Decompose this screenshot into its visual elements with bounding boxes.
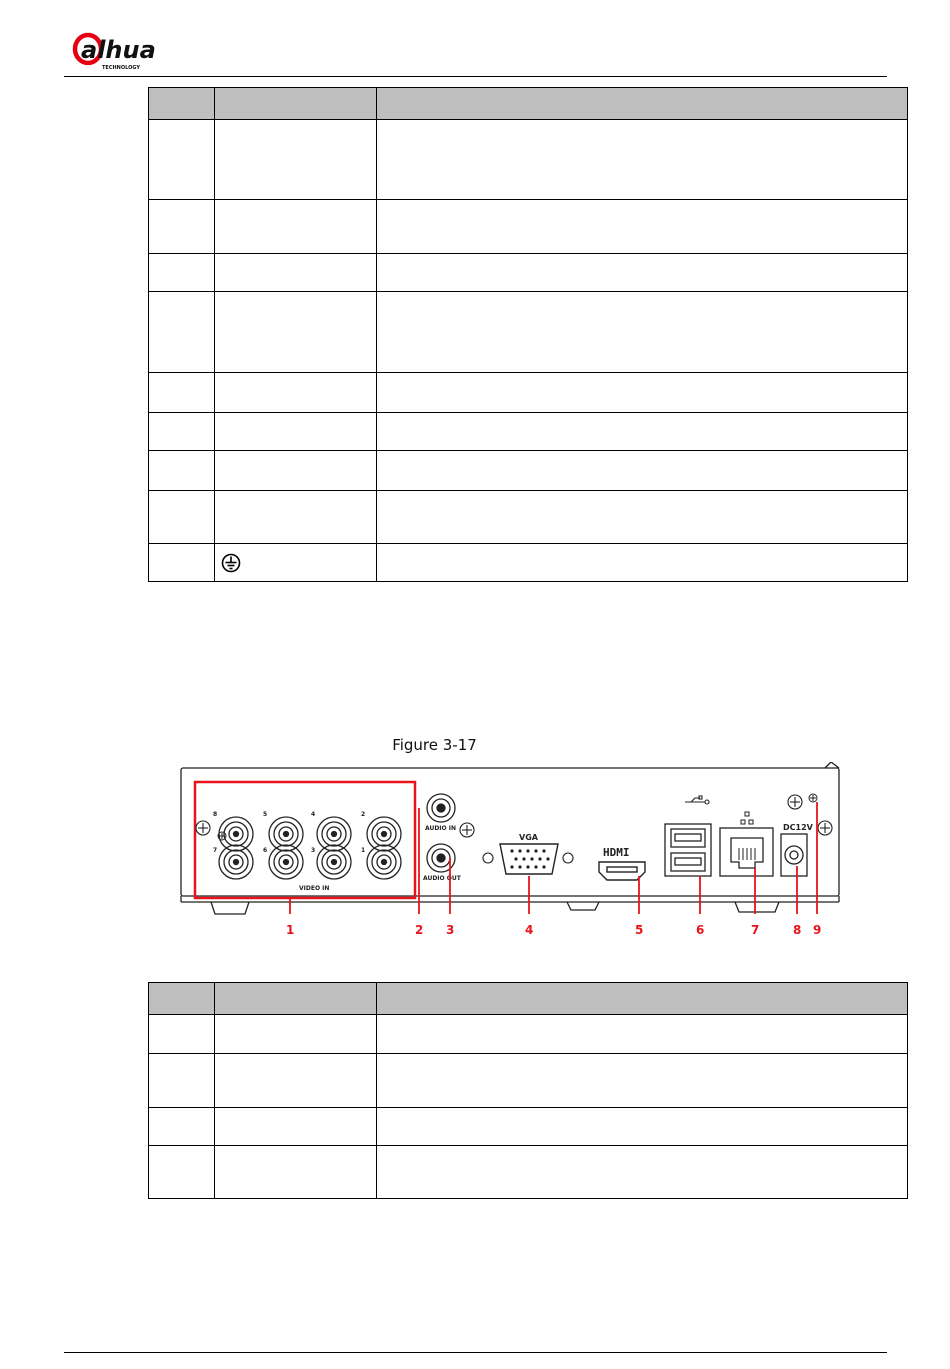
- video-in-label: VIDEO IN: [299, 885, 330, 892]
- bnc-label: 7: [213, 847, 218, 854]
- table-row: [149, 292, 908, 373]
- table-row: [149, 1015, 908, 1054]
- cell-function: [377, 544, 908, 582]
- bnc-connector: [367, 817, 401, 851]
- cell-no: [149, 373, 215, 413]
- cell-function: [377, 200, 908, 254]
- cell-function: [377, 413, 908, 451]
- bnc-label: 6: [263, 847, 268, 854]
- video-in-highlight: [195, 782, 415, 898]
- usb-icon: [685, 796, 709, 804]
- bnc-label: 1: [361, 847, 366, 854]
- cell-no: [149, 1015, 215, 1054]
- table-row: [149, 544, 908, 582]
- table-row: [149, 373, 908, 413]
- network-icon: [741, 812, 753, 824]
- header-cell-name: [215, 88, 377, 120]
- cell-name: [215, 1108, 377, 1146]
- screw-icon: [460, 823, 474, 837]
- table-row: [149, 1108, 908, 1146]
- screw-icon: [818, 821, 832, 835]
- cell-no: [149, 491, 215, 544]
- callout-number: 4: [525, 923, 534, 937]
- dahua-logo: [72, 30, 184, 72]
- table-row: [149, 120, 908, 200]
- bnc-connector: [269, 845, 303, 879]
- table-header-row: [149, 983, 908, 1015]
- bnc-label: 8: [213, 811, 218, 818]
- header-cell-name: [215, 983, 377, 1015]
- cell-name: [215, 1015, 377, 1054]
- bnc-label: 4: [311, 811, 316, 818]
- bnc-connector: [219, 845, 253, 879]
- header-cell-function: [377, 88, 908, 120]
- bnc-connector: [269, 817, 303, 851]
- audio-out-label: AUDIO OUT: [423, 875, 461, 882]
- callout-number: 3: [446, 923, 455, 937]
- cell-name: [215, 451, 377, 491]
- hdmi-port: [599, 862, 645, 880]
- cell-function: [377, 491, 908, 544]
- vga-label: VGA: [519, 833, 538, 842]
- cell-function: [377, 1015, 908, 1054]
- vga-port: [483, 844, 573, 874]
- header-cell-function: [377, 983, 908, 1015]
- port-table-top: [148, 87, 908, 582]
- ground-icon: [221, 553, 241, 573]
- table-row: [149, 200, 908, 254]
- cell-name: [215, 120, 377, 200]
- header-rule: [64, 76, 887, 77]
- cell-function: [377, 1146, 908, 1199]
- bnc-label: 2: [361, 811, 366, 818]
- screw-icon: [788, 795, 802, 809]
- cell-no: [149, 200, 215, 254]
- cell-no: [149, 1108, 215, 1146]
- cell-function: [377, 373, 908, 413]
- table-row: [149, 1054, 908, 1108]
- header-cell-no: [149, 983, 215, 1015]
- cell-no: [149, 451, 215, 491]
- cell-name-ground: [215, 544, 377, 582]
- table-row: [149, 451, 908, 491]
- bnc-label: 5: [263, 811, 268, 818]
- table-row: [149, 491, 908, 544]
- bnc-connectors: [219, 817, 401, 879]
- ground-screw-icon: [218, 832, 226, 840]
- ground-terminal-icon: [809, 794, 817, 802]
- figure-caption: Figure 3-17: [392, 736, 477, 754]
- callout-number: 1: [286, 923, 295, 937]
- cell-no: [149, 1146, 215, 1199]
- cell-no: [149, 413, 215, 451]
- cell-function: [377, 1108, 908, 1146]
- cell-name: [215, 491, 377, 544]
- bnc-label: 3: [311, 847, 316, 854]
- bnc-connector: [317, 845, 351, 879]
- table-row: [149, 254, 908, 292]
- audio-in-jack: [427, 794, 455, 822]
- table-row: [149, 413, 908, 451]
- callout-number: 5: [635, 923, 644, 937]
- cell-no: [149, 254, 215, 292]
- callout-number: 8: [793, 923, 802, 937]
- cell-name: [215, 200, 377, 254]
- bnc-connector: [367, 845, 401, 879]
- ethernet-port: [720, 828, 773, 876]
- callout-number: 9: [813, 923, 822, 937]
- callout-number: 2: [415, 923, 424, 937]
- header-cell-no: [149, 88, 215, 120]
- logo-text: alhua: [81, 36, 156, 64]
- callout-number: 7: [751, 923, 760, 937]
- cell-no: [149, 120, 215, 200]
- cell-function: [377, 292, 908, 373]
- cell-no: [149, 544, 215, 582]
- footer-rule: [64, 1352, 887, 1353]
- callout-number: 6: [696, 923, 705, 937]
- cell-name: [215, 1054, 377, 1108]
- power-jack: [781, 834, 807, 876]
- cell-function: [377, 451, 908, 491]
- cell-function: [377, 254, 908, 292]
- table-row: [149, 1146, 908, 1199]
- cell-name: [215, 254, 377, 292]
- cell-name: [215, 373, 377, 413]
- cell-no: [149, 1054, 215, 1108]
- logo-subtext: TECHNOLOGY: [102, 65, 140, 71]
- audio-in-label: AUDIO IN: [425, 825, 456, 832]
- screw-icon: [196, 821, 210, 835]
- table-header-row: [149, 88, 908, 120]
- cell-name: [215, 1146, 377, 1199]
- power-label: DC12V: [783, 823, 813, 832]
- hdmi-label: HDMI: [603, 846, 630, 859]
- bnc-connector: [219, 817, 253, 851]
- cell-name: [215, 292, 377, 373]
- cell-name: [215, 413, 377, 451]
- usb-ports: [665, 824, 711, 876]
- cell-function: [377, 1054, 908, 1108]
- rear-panel-figure: [175, 762, 850, 940]
- port-table-bottom: [148, 982, 908, 1199]
- cell-function: [377, 120, 908, 200]
- bnc-connector: [317, 817, 351, 851]
- cell-no: [149, 292, 215, 373]
- callout-numbers: [286, 923, 821, 937]
